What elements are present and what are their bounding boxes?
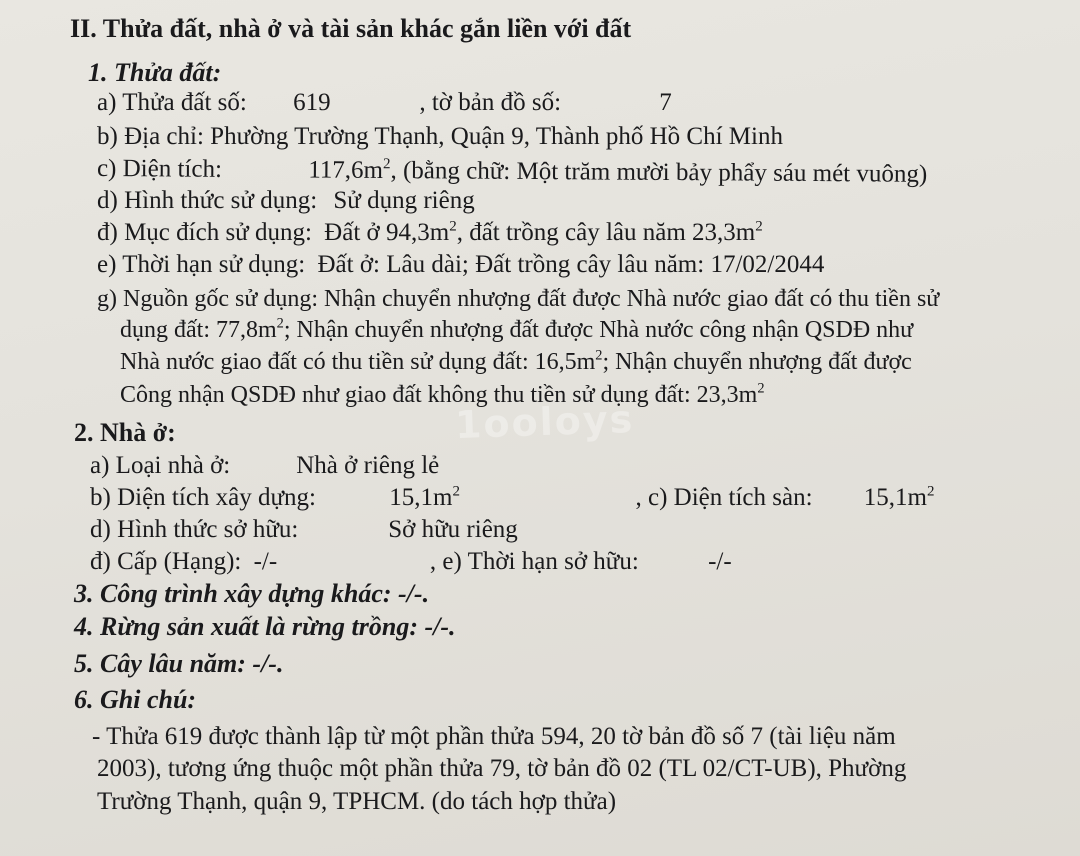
build-area-value bbox=[389, 483, 629, 513]
floor-area-number: 15,1m bbox=[863, 484, 927, 511]
origin-text: dụng đất: 77,8m bbox=[120, 317, 277, 343]
land-heading: 1. Thửa đất: bbox=[88, 58, 222, 87]
note-line-2: 2003), tương ứng thuộc một phần thửa 79, tờ bản đồ 02 (TL 02/CT-UB), Phường bbox=[97, 755, 907, 782]
build-area-label: b) Diện tích xây dựng: bbox=[90, 484, 317, 511]
unit-exp: 2 bbox=[755, 218, 763, 235]
area-value: 117,6m bbox=[308, 156, 384, 184]
area-words: , (bằng chữ: Một trăm mười bảy phẩy sáu mét vuông) bbox=[390, 157, 928, 188]
house-heading: 2. Nhà ở: bbox=[74, 418, 176, 447]
production-forest: 4. Rừng sản xuất là rừng trồng: -/-. bbox=[74, 612, 456, 641]
origin-text: ; Nhận chuyển nhượng đất được bbox=[602, 349, 912, 375]
build-area-number: 15,1m bbox=[389, 484, 453, 511]
land-row-b bbox=[97, 122, 783, 152]
usage-form-value: Sử dụng riêng bbox=[333, 187, 475, 214]
watermark: 1ooloys bbox=[454, 396, 635, 448]
house-type-label: a) Loại nhà ở: bbox=[90, 452, 231, 479]
ownership-term-value: -/- bbox=[708, 548, 732, 575]
ownership-form-value: Sở hữu riêng bbox=[388, 516, 518, 543]
house-row-a bbox=[90, 451, 439, 481]
land-number-value: 619 bbox=[293, 89, 331, 116]
land-row-dd bbox=[97, 218, 763, 248]
unit-exp: 2 bbox=[449, 218, 457, 235]
address-value: Phường Trường Thạnh, Quận 9, Thành phố Hồ Chí Minh bbox=[210, 123, 783, 150]
note-line-3: Trường Thạnh, quận 9, TPHCM. (do tách hợp thửa) bbox=[97, 788, 617, 815]
floor-area-label: , c) Diện tích sàn: bbox=[635, 484, 813, 511]
grade-value: -/- bbox=[253, 548, 278, 575]
house-row-dd bbox=[90, 547, 732, 577]
usage-term-label: e) Thời hạn sử dụng: bbox=[97, 251, 306, 278]
house-row-b bbox=[90, 483, 934, 513]
house-type-value: Nhà ở riêng lẻ bbox=[296, 452, 440, 479]
usage-purpose-value-2: , đất trồng cây lâu năm 23,3m bbox=[456, 219, 756, 246]
unit-exp: 2 bbox=[595, 347, 603, 364]
perennial-trees: 5. Cây lâu năm: -/-. bbox=[74, 649, 284, 678]
house-row-d bbox=[90, 515, 518, 545]
map-sheet-label: , tờ bản đồ số: bbox=[419, 89, 562, 116]
origin-text: ; Nhận chuyển nhượng đất được Nhà nước công nhận QSDĐ như bbox=[283, 317, 914, 343]
land-row-d bbox=[97, 186, 475, 216]
usage-form-label: d) Hình thức sử dụng: bbox=[97, 187, 318, 214]
origin-line-2 bbox=[120, 315, 913, 345]
section-header: II. Thửa đất, nhà ở và tài sản khác gắn liền với đất bbox=[70, 14, 632, 43]
unit-exp: 2 bbox=[452, 483, 460, 500]
origin-line-1: g) Nguồn gốc sử dụng: Nhận chuyển nhượng đất được Nhà nước giao đất có thu tiền sử bbox=[97, 286, 940, 312]
origin-text: Nhà nước giao đất có thu tiền sử dụng đất: 16,5m bbox=[120, 349, 596, 375]
unit-exp: 2 bbox=[926, 483, 935, 500]
land-number-label: a) Thửa đất số: bbox=[97, 89, 247, 116]
grade-label: đ) Cấp (Hạng): bbox=[90, 548, 242, 575]
address-label: b) Địa chỉ: bbox=[97, 123, 204, 150]
origin-text: Công nhận QSDĐ như giao đất không thu tiền sử dụng đất: 23,3m bbox=[120, 382, 758, 408]
other-construction: 3. Công trình xây dựng khác: -/-. bbox=[74, 579, 430, 608]
area-unit-exp: 2 bbox=[383, 156, 391, 173]
ownership-term-label: , e) Thời hạn sở hữu: bbox=[429, 548, 639, 575]
note-line-1: - Thửa 619 được thành lập từ một phần thửa 594, 20 tờ bản đồ số 7 (tài liệu năm bbox=[92, 723, 896, 750]
usage-purpose-value-1: Đất ở 94,3m bbox=[324, 219, 450, 246]
usage-purpose-label: đ) Mục đích sử dụng: bbox=[97, 219, 312, 246]
floor-area-value bbox=[864, 484, 935, 511]
unit-exp: 2 bbox=[757, 380, 765, 397]
land-row-c bbox=[97, 154, 927, 190]
notes-heading: 6. Ghi chú: bbox=[74, 685, 197, 714]
unit-exp: 2 bbox=[276, 315, 284, 332]
origin-line-3 bbox=[120, 347, 912, 377]
ownership-form-label: d) Hình thức sở hữu: bbox=[90, 516, 299, 543]
map-sheet-value: 7 bbox=[659, 89, 672, 116]
usage-term-value: Đất ở: Lâu dài; Đất trồng cây lâu năm: 17/02/2044 bbox=[317, 251, 825, 278]
land-row-a bbox=[97, 88, 672, 118]
area-label: c) Diện tích: bbox=[96, 155, 223, 183]
land-row-e bbox=[97, 250, 824, 280]
origin-line-4 bbox=[120, 380, 765, 410]
